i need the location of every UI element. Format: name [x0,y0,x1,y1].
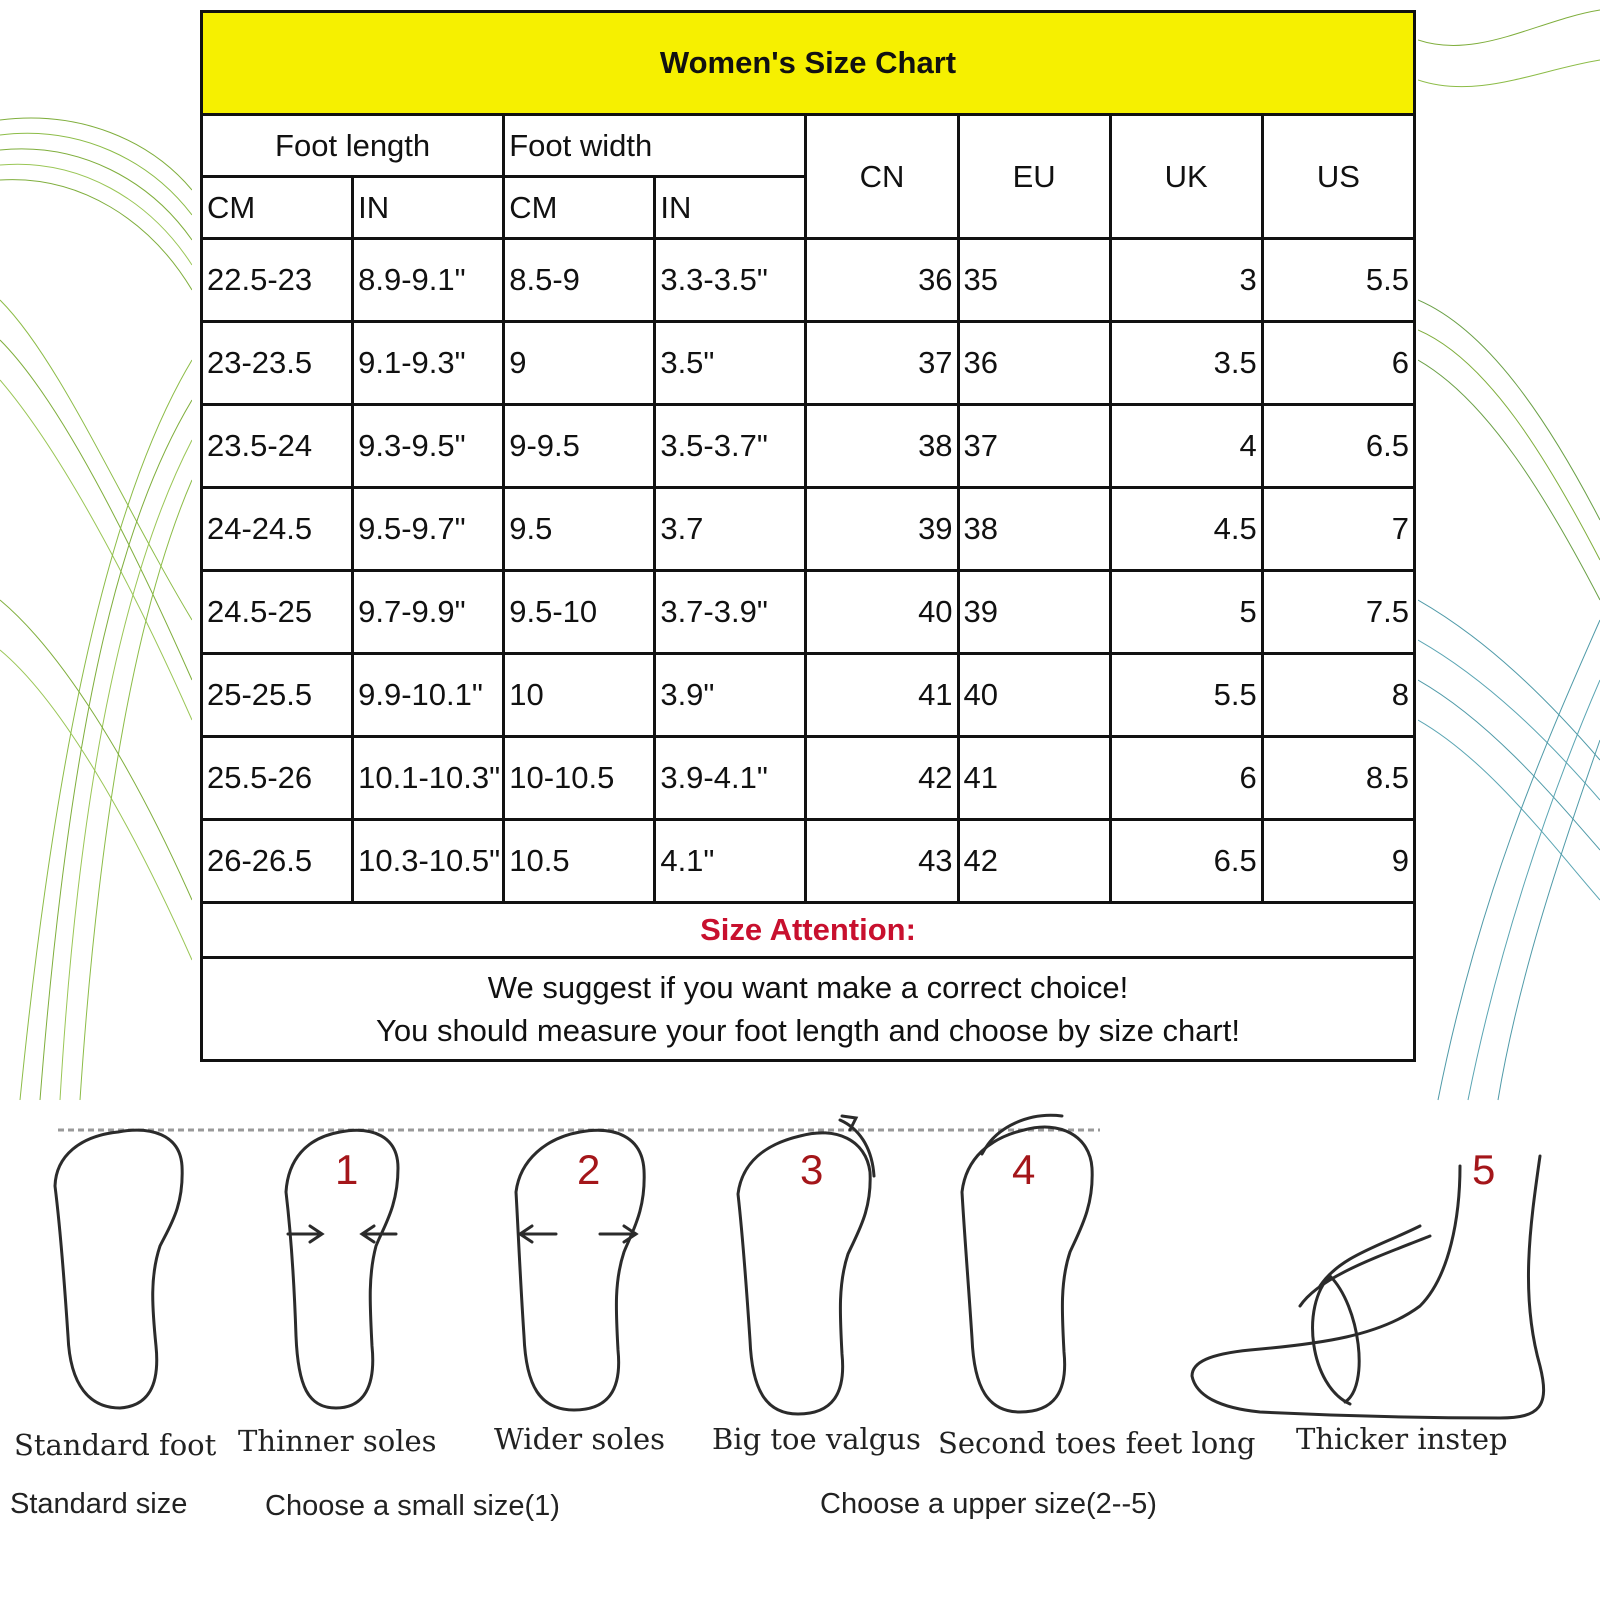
length-in-cell: 10.3-10.5" [353,820,504,903]
uk-cell: 5.5 [1110,654,1262,737]
us-cell: 8 [1262,654,1414,737]
foot-number-5: 5 [1472,1146,1496,1193]
instep-band-icon [1300,1226,1430,1404]
foot-label-second-toe: Second toes feet long [938,1426,1256,1460]
cn-cell: 37 [806,322,958,405]
length-in-cell: 9.1-9.3" [353,322,504,405]
uk-cell: 6 [1110,737,1262,820]
table-row [202,488,1415,571]
length-cm-header: CM [202,177,353,239]
length-in-header: IN [353,177,504,239]
us-cell: 6 [1262,322,1414,405]
inward-arrow-left-icon [288,1226,322,1242]
uk-cell: 3.5 [1110,322,1262,405]
length-in-cell: 9.5-9.7" [353,488,504,571]
us-cell: 5.5 [1262,239,1414,322]
length-cm-cell: 24.5-25 [202,571,353,654]
eu-cell: 39 [958,571,1110,654]
length-in-cell: 9.3-9.5" [353,405,504,488]
length-cm-cell: 24-24.5 [202,488,353,571]
foot-label-instep: Thicker instep [1296,1422,1508,1456]
cn-cell: 42 [806,737,958,820]
uk-cell: 6.5 [1110,820,1262,903]
table-row [202,322,1415,405]
width-in-header: IN [655,177,806,239]
foot-types-panel [0,1106,1600,1600]
length-in-cell: 9.7-9.9" [353,571,504,654]
width-cm-cell: 10.5 [504,820,655,903]
note-line-2: You should measure your foot length and choose by size chart! [376,1013,1240,1048]
cn-header: CN [806,115,958,239]
width-cm-cell: 10 [504,654,655,737]
cn-cell: 43 [806,820,958,903]
length-cm-cell: 25-25.5 [202,654,353,737]
uk-cell: 3 [1110,239,1262,322]
width-in-cell: 3.9-4.1" [655,737,806,820]
width-in-cell: 3.5" [655,322,806,405]
width-cm-header: CM [504,177,655,239]
length-cm-cell: 25.5-26 [202,737,353,820]
length-in-cell: 9.9-10.1" [353,654,504,737]
background-lines-left [0,0,192,1106]
table-row [202,737,1415,820]
standard-foot-icon [55,1130,182,1408]
length-in-cell: 10.1-10.3" [353,737,504,820]
eu-cell: 35 [958,239,1110,322]
eu-cell: 38 [958,488,1110,571]
table-row [202,239,1415,322]
foot-label-big-toe: Big toe valgus [712,1422,921,1456]
eu-cell: 40 [958,654,1110,737]
choice-standard-size: Standard size [10,1488,188,1520]
cn-cell: 39 [806,488,958,571]
table-row [202,820,1415,903]
foot-label-standard: Standard foot [14,1428,217,1462]
eu-cell: 42 [958,820,1110,903]
us-cell: 6.5 [1262,405,1414,488]
foot-number-1: 1 [335,1146,359,1193]
us-cell: 7.5 [1262,571,1414,654]
cn-cell: 41 [806,654,958,737]
outward-arrow-left-icon [520,1226,556,1242]
cn-cell: 36 [806,239,958,322]
width-cm-cell: 10-10.5 [504,737,655,820]
size-chart-table [200,10,1416,1062]
width-cm-cell: 9 [504,322,655,405]
eu-cell: 37 [958,405,1110,488]
foot-number-2: 2 [577,1146,601,1193]
us-cell: 7 [1262,488,1414,571]
note-line-1: We suggest if you want make a correct choice! [487,970,1129,1005]
width-in-cell: 3.3-3.5" [655,239,806,322]
foot-label-thinner: Thinner soles [238,1424,437,1458]
length-in-cell: 8.9-9.1" [353,239,504,322]
foot-label-wider: Wider soles [494,1422,666,1456]
table-row [202,654,1415,737]
foot-width-header: Foot width [504,115,806,177]
cn-cell: 40 [806,571,958,654]
us-cell: 8.5 [1262,737,1414,820]
uk-cell: 4.5 [1110,488,1262,571]
length-cm-cell: 23.5-24 [202,405,353,488]
eu-cell: 36 [958,322,1110,405]
width-in-cell: 4.1" [655,820,806,903]
us-cell: 9 [1262,820,1414,903]
foot-number-4: 4 [1012,1146,1036,1193]
uk-cell: 4 [1110,405,1262,488]
length-cm-cell: 23-23.5 [202,322,353,405]
width-in-cell: 3.7 [655,488,806,571]
eu-cell: 41 [958,737,1110,820]
cn-cell: 38 [806,405,958,488]
width-in-cell: 3.7-3.9" [655,571,806,654]
width-cm-cell: 9-9.5 [504,405,655,488]
background-lines-right [1418,0,1600,1106]
size-attention-heading: Size Attention: [202,903,1415,958]
table-row [202,571,1415,654]
width-in-cell: 3.5-3.7" [655,405,806,488]
size-note [202,958,1415,1061]
length-cm-cell: 26-26.5 [202,820,353,903]
eu-header: EU [958,115,1110,239]
table-row [202,405,1415,488]
width-in-cell: 3.9" [655,654,806,737]
width-cm-cell: 9.5 [504,488,655,571]
width-cm-cell: 8.5-9 [504,239,655,322]
choice-upper-size: Choose a upper size(2--5) [820,1488,1157,1520]
length-cm-cell: 22.5-23 [202,239,353,322]
chart-title: Women's Size Chart [202,12,1415,115]
us-header: US [1262,115,1414,239]
uk-cell: 5 [1110,571,1262,654]
width-cm-cell: 9.5-10 [504,571,655,654]
choice-small-size: Choose a small size(1) [265,1490,560,1522]
thicker-instep-foot-icon [1192,1156,1544,1418]
foot-number-3: 3 [800,1146,824,1193]
foot-length-header: Foot length [202,115,504,177]
uk-header: UK [1110,115,1262,239]
